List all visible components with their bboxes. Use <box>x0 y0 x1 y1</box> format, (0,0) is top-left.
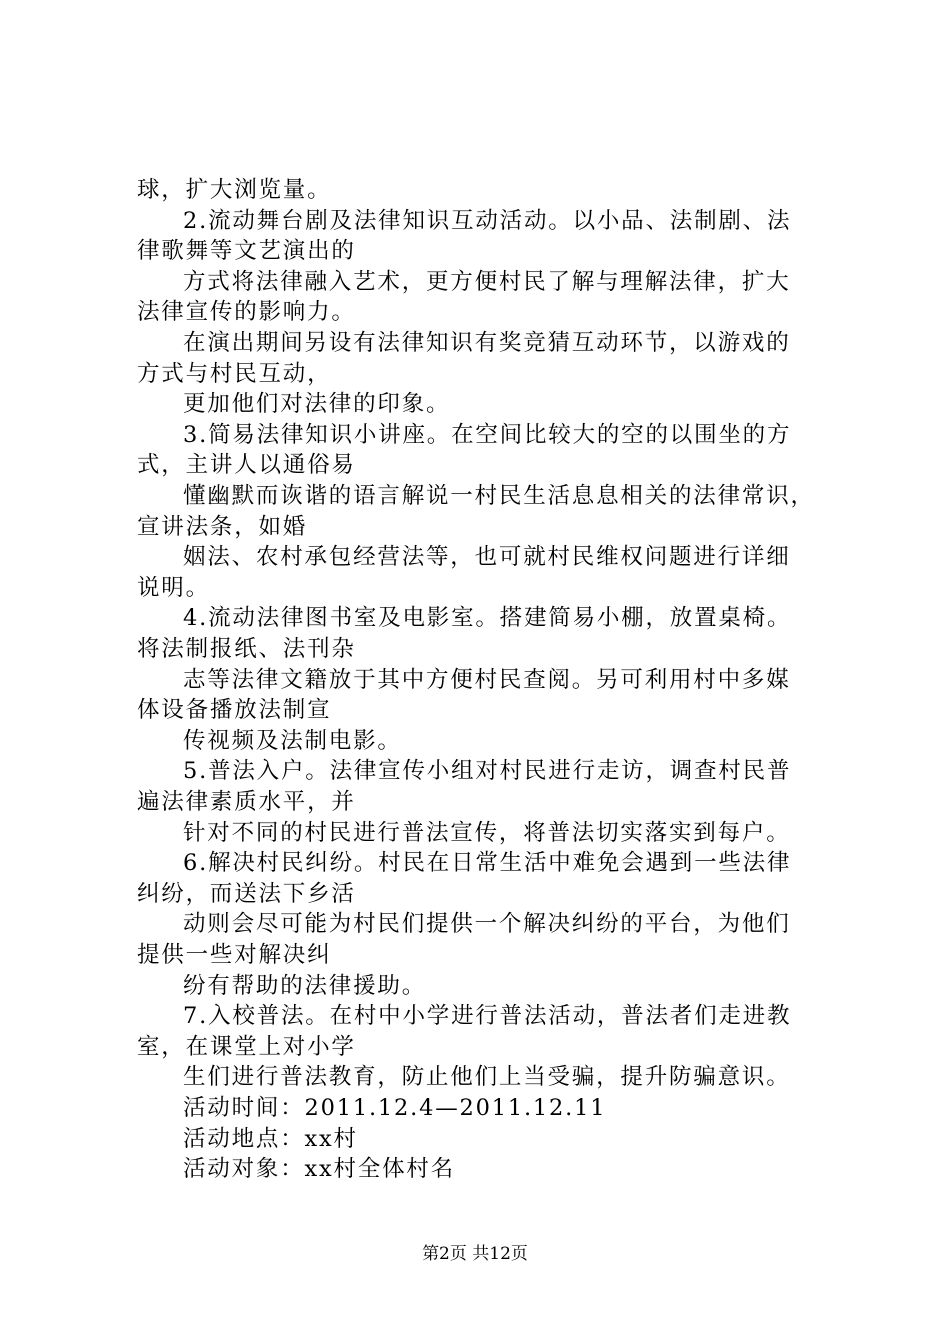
text-line: 法律宣传的影响力。 <box>137 299 356 326</box>
text-line: 动则会尽可能为村民们提供一个解决纠纷的平台，为他们 <box>183 911 791 938</box>
text-line: 7.入校普法。在村中小学进行普法活动，普法者们走进教 <box>183 1003 792 1030</box>
text-line: 活动地点：xx村 <box>183 1125 358 1152</box>
text-line: 纠纷，而送法下乡活 <box>137 880 356 907</box>
text-line: 说明。 <box>137 574 210 601</box>
text-line: 体设备播放法制宣 <box>137 697 332 724</box>
text-line: 室，在课堂上对小学 <box>137 1033 356 1060</box>
text-line: 传视频及法制电影。 <box>183 727 402 754</box>
text-line: 遍法律素质水平，并 <box>137 789 356 815</box>
text-line: 提供一些对解决纠 <box>137 942 332 968</box>
text-line: 活动对象：xx村全体村名 <box>183 1156 455 1183</box>
text-line: 生们进行普法教育，防止他们上当受骗，提升防骗意识。 <box>183 1064 791 1091</box>
text-line: 3.简易法律知识小讲座。在空间比较大的空的以围坐的方 <box>183 421 792 448</box>
text-line: 方式与村民互动， <box>137 360 332 387</box>
text-line: 律歌舞等文艺演出的 <box>137 238 356 265</box>
text-line: 4.流动法律图书室及电影室。搭建简易小棚，放置桌椅。 <box>183 605 792 632</box>
text-line: 志等法律文籍放于其中方便村民查阅。另可利用村中多媒 <box>183 666 791 693</box>
text-line: 更加他们对法律的印象。 <box>183 391 451 418</box>
text-line: 6.解决村民纠纷。村民在日常生活中难免会遇到一些法律 <box>183 850 792 877</box>
page-number-footer: 第2页 共12页 <box>422 1244 528 1264</box>
text-line: 方式将法律融入艺术，更方便村民了解与理解法律，扩大 <box>183 268 791 295</box>
text-line: 2.流动舞台剧及法律知识互动活动。以小品、法制剧、法 <box>183 207 792 234</box>
text-line: 活动时间：2011.12.4—2011.12.11 <box>183 1095 607 1121</box>
text-line: 将法制报纸、法刊杂 <box>137 636 356 662</box>
text-line: 纷有帮助的法律援助。 <box>183 972 427 999</box>
text-line: 在演出期间另设有法律知识有奖竞猜互动环节，以游戏的 <box>183 330 791 356</box>
text-line: 懂幽默而诙谐的语言解说一村民生活息息相关的法律常识， <box>183 483 815 509</box>
text-line: 针对不同的村民进行普法宣传，将普法切实落实到每户。 <box>183 819 791 846</box>
text-line: 式，主讲人以通俗易 <box>137 452 356 479</box>
text-line: 宣讲法条，如婚 <box>137 513 308 540</box>
text-line: 姻法、农村承包经营法等，也可就村民维权问题进行详细 <box>183 544 791 571</box>
text-line: 球，扩大浏览量。 <box>137 177 332 203</box>
text-line: 5.普法入户。法律宣传小组对村民进行走访，调查村民普 <box>183 758 792 785</box>
